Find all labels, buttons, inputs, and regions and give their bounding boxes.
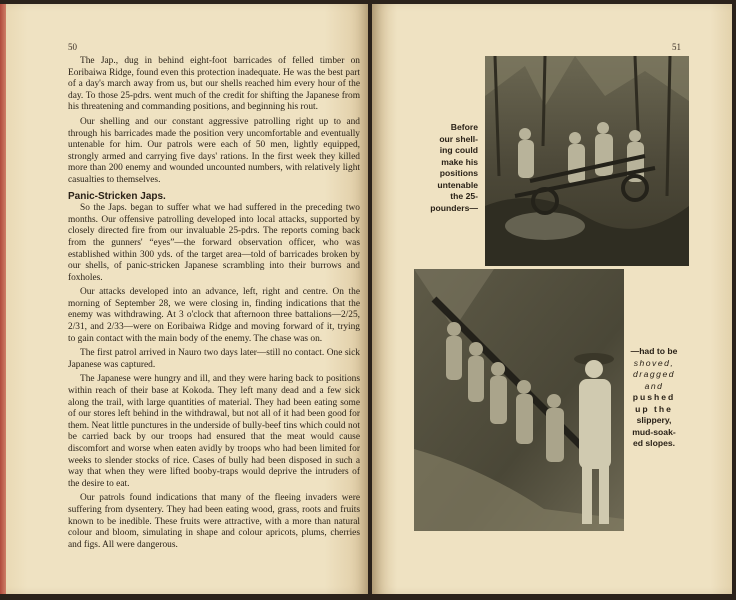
caption-before-shelling <box>412 122 478 214</box>
caption-line: untenable <box>437 179 478 190</box>
caption-line: ing could <box>439 145 478 155</box>
page-number-left: 50 <box>68 42 77 52</box>
photo-gun-up-slope <box>414 269 624 531</box>
paragraph: So the Japs. began to suffer what we had suffered in the preceding two months. Our offensive patrolling developed into local attacks, supported by closely directed fire from our invaluable 25-pdrs. The reports coming back from the gunners' “eyes”—the forward observation officer, who was established within 300 yds. of the target area—told of barricades broken by our shells, of panic-stricken Japanese scrambling into their burrows and foxholes. <box>68 203 360 283</box>
caption-line: pounders— <box>430 202 478 213</box>
caption-line: make his <box>441 156 478 167</box>
left-text-column <box>68 56 360 554</box>
page-number-right: 51 <box>672 42 681 52</box>
caption-line: shoved, <box>633 357 675 368</box>
caption-line: positions <box>439 168 478 178</box>
photo-gun-haul-jungle <box>485 56 689 266</box>
caption-line: our shell- <box>439 133 478 144</box>
caption-line: pushed <box>632 392 676 402</box>
paragraph: The Japanese were hungry and ill, and they were haring back to positions within reach of their base at Kokoda. They left many dead and a few sick along the trail, with large quantities of material. They had been eating some of our stores left behind in the withdrawal, but not all of it had been good for them. Neat little punctures in the underside of bully-beef tins which could not be carried back by our troops had ensured that the meat would cause discomfort and worse when eaten avidly by troops who had been limited for weeks to slender stocks of rice. Cases of bully had been disposed in such a way that when they were lifted booby-traps would deprive the intruders of the desire to eat. <box>68 374 360 489</box>
caption-line: slippery, <box>636 415 672 425</box>
paragraph: Our shelling and our constant aggressive patrolling right up to and through his barricades made the position very uncomfortable and eventually untenable for him. Our patrols were each of 50 men, lightly equipped, strongly armed and carrying five days' rations. In the first week they killed more than 200 enemy and wounded uncounted numbers, with relatively light casualties to themselves. <box>68 116 360 185</box>
caption-line: ed slopes. <box>632 438 676 448</box>
left-page <box>6 4 368 594</box>
photo-2-image <box>414 269 624 531</box>
caption-line: up the <box>635 403 673 414</box>
paragraph: The first patrol arrived in Nauro two days later—still no contact. One sick Japanese was captured. <box>68 348 360 370</box>
right-page <box>372 4 732 594</box>
paragraph: Our patrols found indications that many of the fleeing invaders were suffering from dysentery. They had been eating wood, grass, roots and fruits known to be inedible. These fruits were attractive, with a more than natural colour and bloom, simulating in shape and colour apricots, plums, cherries and figs. All were dangerous. <box>68 493 360 550</box>
paragraph: The Jap., dug in behind eight-foot barricades of felled timber on Eoribaiwa Ridge, found even this protection inadequate. He was the best part of a day's march away from us, but our shells reached him every hour of the day. To those 25-pdrs. went much of the credit for shifting the Japanese from his threatening and commanding positions, and beginning his rout. <box>68 56 360 113</box>
section-heading: Panic-Stricken Japs. <box>68 190 166 202</box>
caption-line: —had to be <box>630 346 678 356</box>
caption-line: the 25- <box>450 191 478 201</box>
photo-1-image <box>485 56 689 266</box>
caption-line: and <box>644 380 664 391</box>
caption-line: Before <box>450 122 478 132</box>
caption-line: dragged <box>632 369 676 379</box>
caption-line: mud-soak- <box>632 426 676 437</box>
caption-shoved-dragged <box>628 346 680 450</box>
paragraph: Our attacks developed into an advance, left, right and centre. On the morning of September 28, we were closing in, finding indications that the enemy was withdrawing. At 3 o'clock that afternoon three battalions—2/25, 2/31, and 2/33—were on Eoribaiwa Ridge and moving forward of it, trying to gain contact with the main body of the enemy. The chase was on. <box>68 287 360 344</box>
